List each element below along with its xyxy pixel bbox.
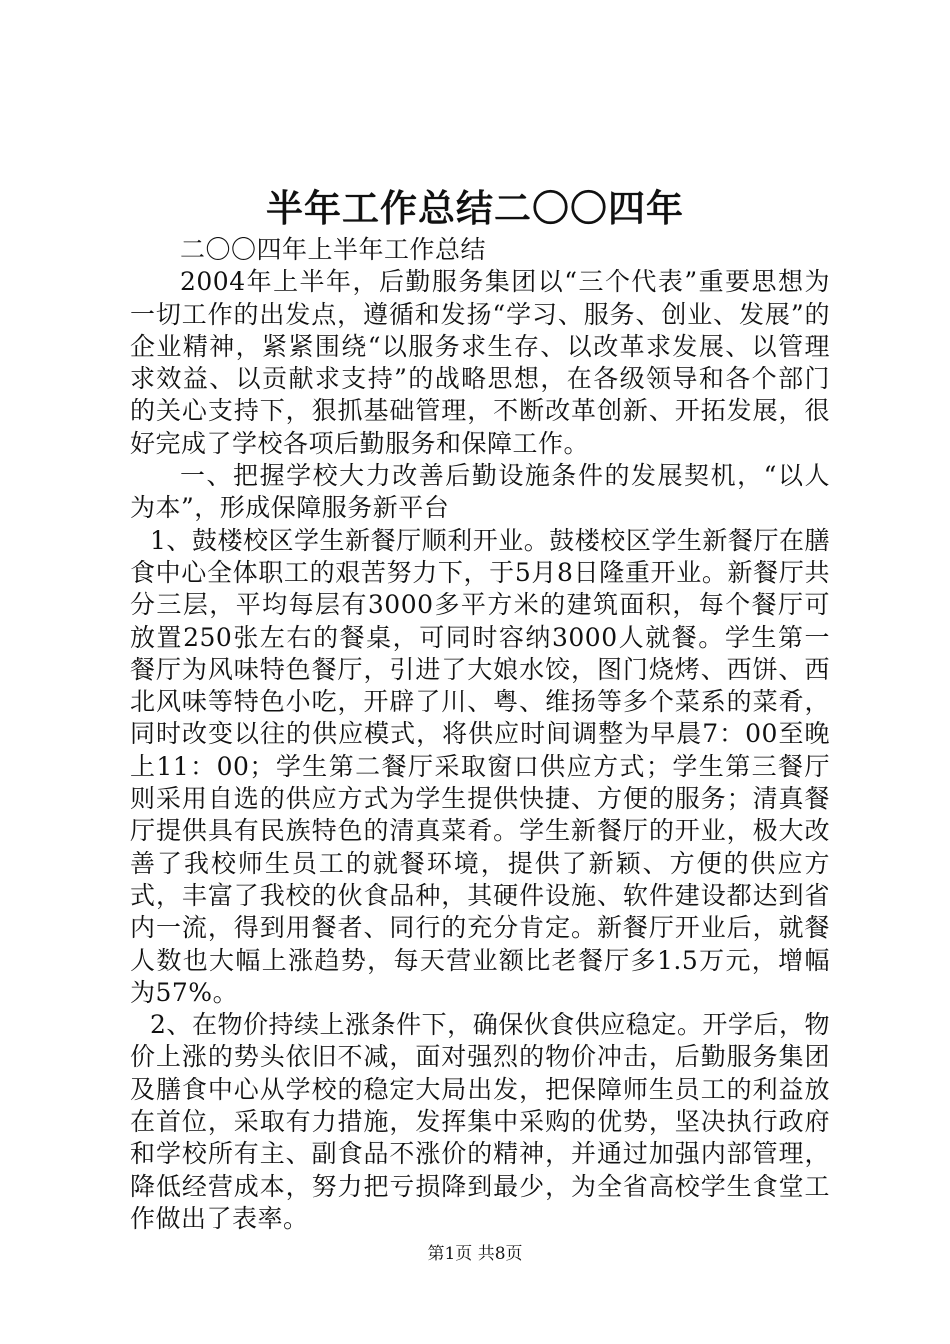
paragraph-item-two: 2、在物价持续上涨条件下，确保伙食供应稳定。开学后，物价上涨的势头依旧不减，面对强烈的物价冲击，后勤服务集团及膳食中心从学校的稳定大局出发，把保障师生员工的利益放在首位，采取有力措施，发挥集中采购的优势，坚决执行政府和学校所有主、副食品不涨价的精神，并通过加强内部管理，降低经营成本，努力把亏损降到最少，为全省高校学生食堂工作做出了表率。 bbox=[130, 1010, 830, 1233]
page-number-footer: 第1页 共8页 bbox=[427, 1244, 523, 1264]
document-body bbox=[130, 234, 830, 1235]
section-heading-one: 一、把握学校大力改善后勤设施条件的发展契机，“以人为本”，形成保障服务新平台 bbox=[130, 461, 830, 523]
paragraph-item-one: 1、鼓楼校区学生新餐厅顺利开业。鼓楼校区学生新餐厅在膳食中心全体职工的艰苦努力下，于5月8日隆重开业。新餐厅共分三层，平均每层有3000多平方米的建筑面积，每个餐厅可放置250张左右的餐桌，可同时容纳3000人就餐。学生第一餐厅为风味特色餐厅，引进了大娘水饺，图门烧烤、西饼、西北风味等特色小吃，开辟了川、粤、维扬等多个菜系的菜肴，同时改变以往的供应模式，将供应时间调整为早晨7：00至晚上11：00；学生第二餐厅采取窗口供应方式；学生第三餐厅则采用自选的供应方式为学生提供快捷、方便的服务；清真餐厅提供具有民族特色的清真菜肴。学生新餐厅的开业，极大改善了我校师生员工的就餐环境，提供了新颖、方便的供应方式，丰富了我校的伙食品种，其硬件设施、软件建设都达到省内一流，得到用餐者、同行的充分肯定。新餐厅开业后，就餐人数也大幅上涨趋势，每天营业额比老餐厅多1.5万元，增幅为57%。 bbox=[130, 525, 830, 1007]
document-subtitle: 二〇〇四年上半年工作总结 bbox=[180, 235, 487, 264]
document-title: 半年工作总结二〇〇四年 bbox=[266, 186, 684, 230]
paragraph-intro: 2004年上半年，后勤服务集团以“三个代表”重要思想为一切工作的出发点，遵循和发扬“学习、服务、创业、发展”的企业精神，紧紧围绕“以服务求生存、以改革求发展、以管理求效益、以贡献求支持”的战略思想，在各级领导和各个部门的关心支持下，狠抓基础管理，不断改革创新、开拓发展，很好完成了学校各项后勤服务和保障工作。 bbox=[130, 267, 830, 458]
